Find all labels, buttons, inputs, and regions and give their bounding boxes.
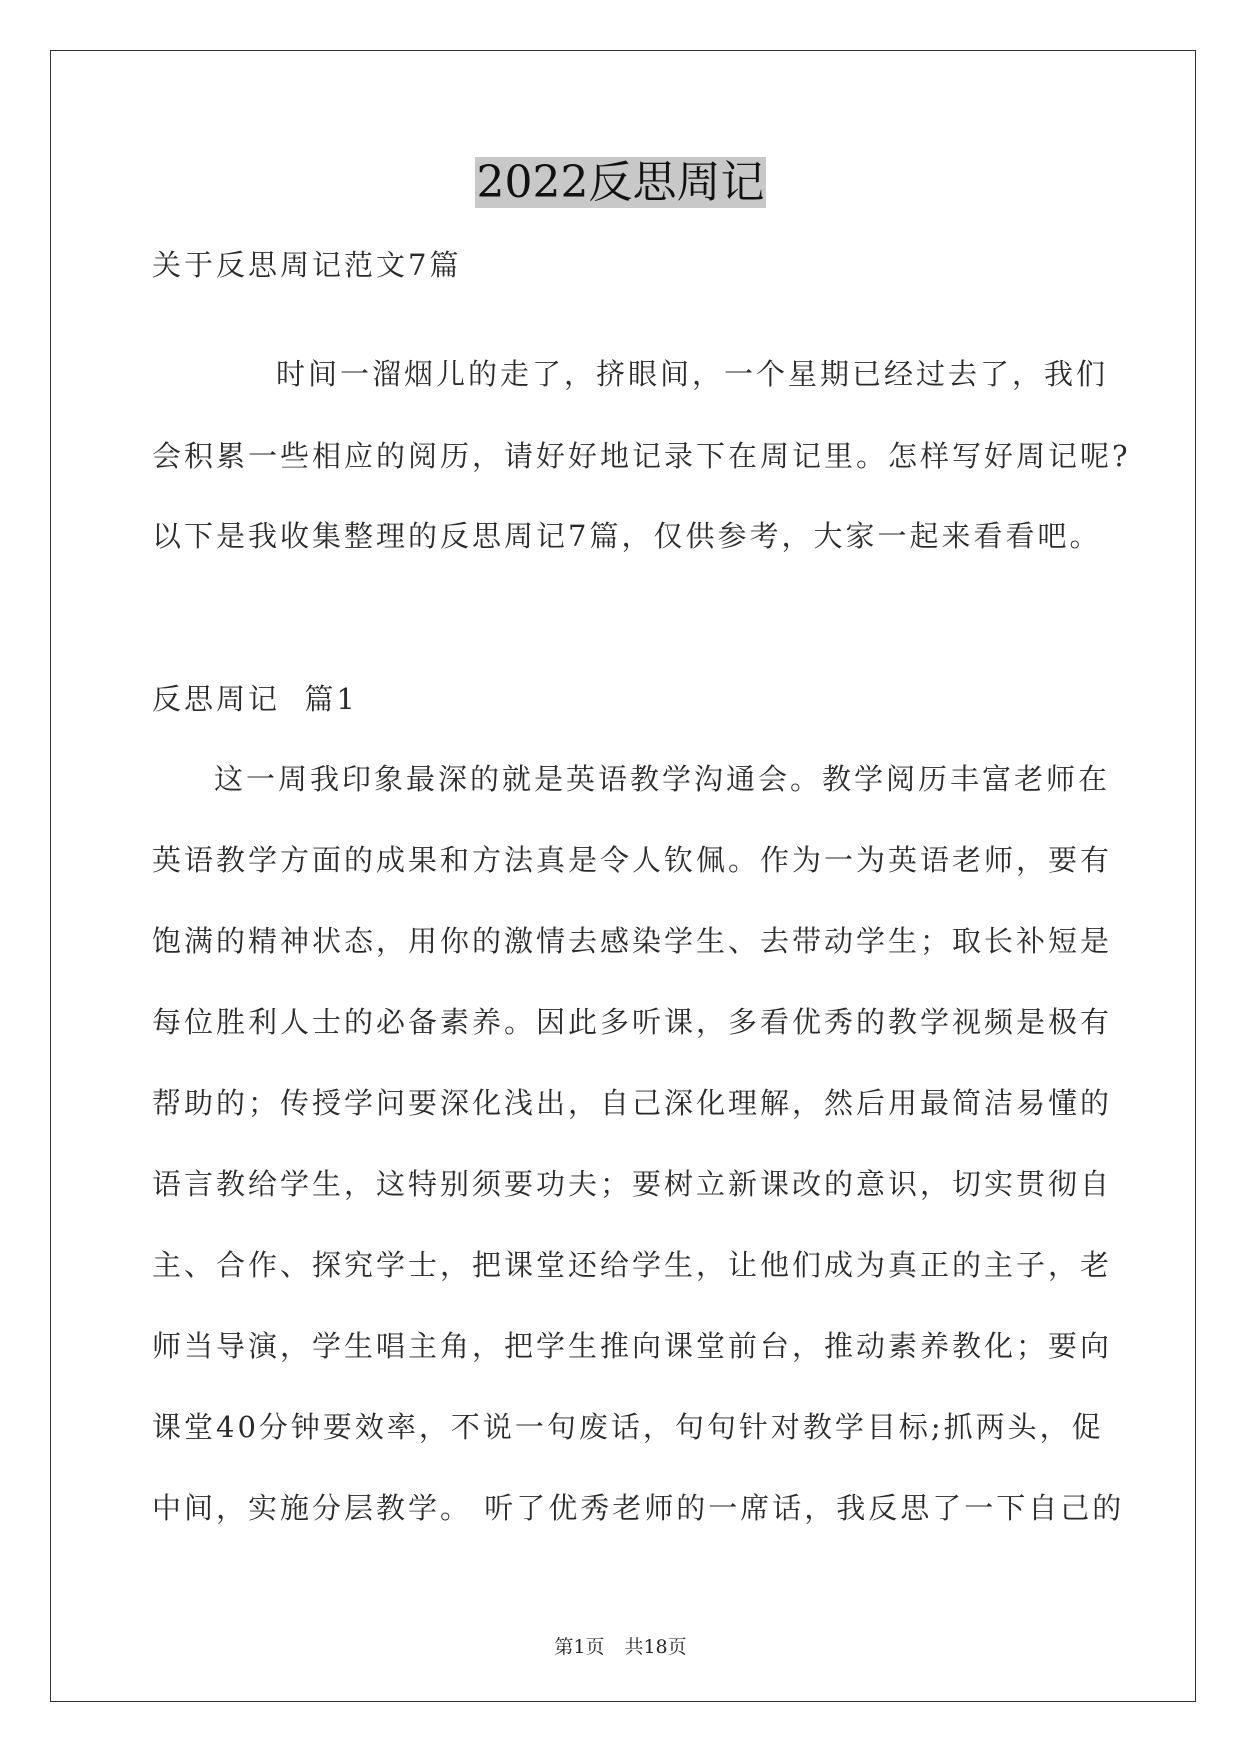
document-title xyxy=(0,155,1241,211)
body-line: 每位胜利人士的必备素养。因此多听课，多看优秀的教学视频是极有 xyxy=(152,1005,1113,1039)
body-line: 语言教给学生，这特别须要功夫；要树立新课改的意识，切实贯彻自 xyxy=(152,1167,1113,1201)
body-line: 帮助的；传授学问要深化浅出，自己深化理解，然后用最简洁易懂的 xyxy=(152,1086,1113,1120)
page-total: 共18页 xyxy=(624,1636,687,1658)
body-line: 课堂40分钟要效率，不说一句废话，句句针对教学目标;抓两头，促 xyxy=(152,1410,1104,1444)
section-heading: 反思周记 篇1 xyxy=(152,682,358,716)
body-line: 师当导演，学生唱主角，把学生推向课堂前台，推动素养教化；要向 xyxy=(152,1329,1113,1363)
body-line: 主、合作、探究学士，把课堂还给学生，让他们成为真正的主子，老 xyxy=(152,1248,1113,1282)
document-title-text: 2022反思周记 xyxy=(476,157,765,208)
document-subtitle: 关于反思周记范文7篇 xyxy=(152,248,462,282)
body-line: 中间，实施分层教学。 听了优秀老师的一席话，我反思了一下自己的 xyxy=(152,1491,1125,1525)
intro-line: 时间一溜烟儿的走了，挤眼间，一个星期已经过去了，我们 xyxy=(276,357,1109,391)
body-line: 这一周我印象最深的就是英语教学沟通会。教学阅历丰富老师在 xyxy=(214,762,1111,796)
body-line: 英语教学方面的成果和方法真是令人钦佩。作为一为英语老师，要有 xyxy=(152,843,1113,877)
intro-line: 会积累一些相应的阅历，请好好地记录下在周记里。怎样写好周记呢? xyxy=(152,439,1131,473)
page-footer xyxy=(0,1632,1241,1659)
intro-line: 以下是我收集整理的反思周记7篇，仅供参考，大家一起来看看吧。 xyxy=(152,519,1102,553)
body-line: 饱满的精神状态，用你的激情去感染学生、去带动学生；取长补短是 xyxy=(152,924,1113,958)
page-number: 第1页 xyxy=(554,1636,605,1658)
